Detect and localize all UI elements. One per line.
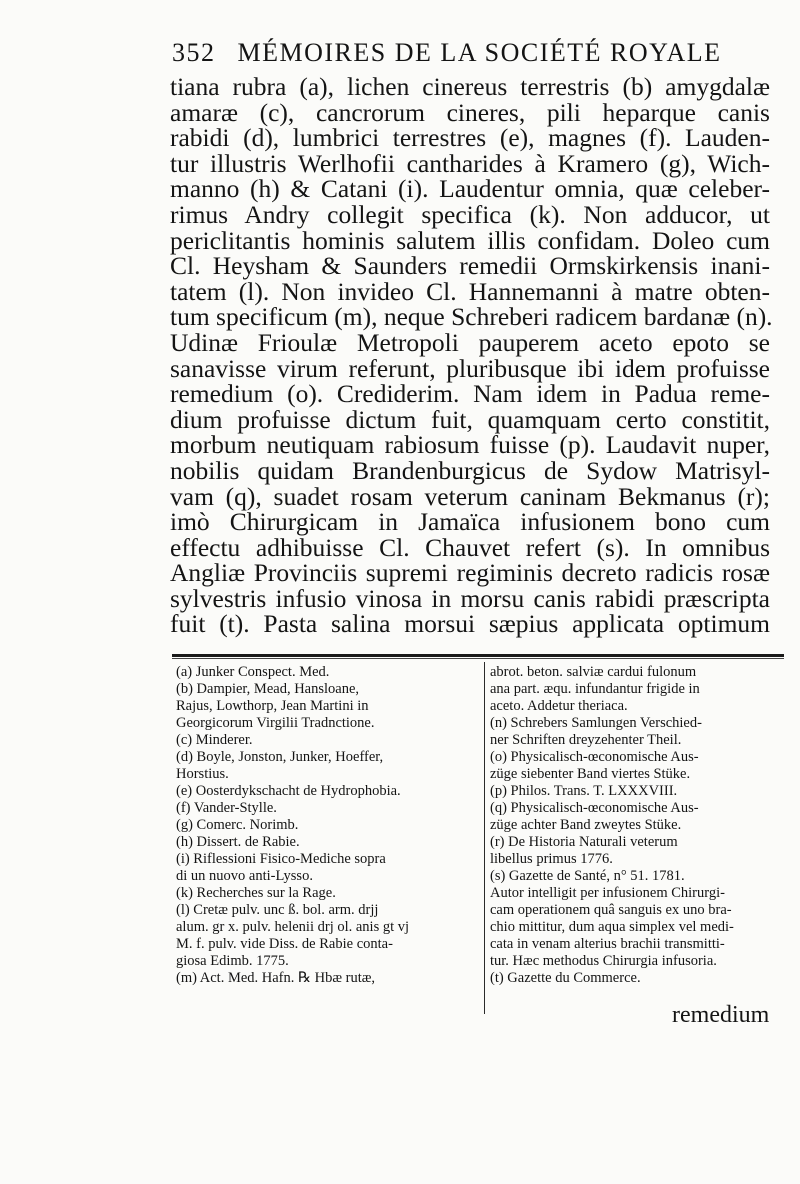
- running-header: [172, 38, 772, 68]
- footnote-line: züge siebenter Band viertes Stüke.: [490, 766, 691, 782]
- footnote-line: alum. gr x. pulv. helenii drj ol. anis gt vj: [176, 919, 410, 935]
- footnote-line: (t) Gazette du Commerce.: [490, 970, 641, 986]
- footnote-line: (p) Philos. Trans. T. LXXXVIII.: [490, 783, 678, 799]
- footnote-line: Autor intelligit per infusionem Chirurgi-: [490, 885, 725, 901]
- page-number: 352: [172, 38, 216, 67]
- footnote-line: (e) Oosterdykschacht de Hydrophobia.: [176, 783, 401, 799]
- footnotes-left-column: [176, 664, 476, 987]
- text-line: Udinæ Frioulæ Metropoli pauperem aceto epoto se: [170, 327, 770, 357]
- footnote-line: (s) Gazette de Santé, n° 51. 1781.: [490, 868, 685, 884]
- footnote-line: (i) Riflessioni Fisico-Mediche sopra: [176, 851, 386, 867]
- footnote-line: (b) Dampier, Mead, Hansloane,: [176, 681, 360, 697]
- footnote-line: aceto. Addetur theriaca.: [490, 698, 628, 714]
- footnote-line: züge achter Band zweytes Stüke.: [490, 817, 682, 833]
- text-line: imò Chirurgicam in Jamaïca infusionem bono cum: [170, 507, 770, 537]
- footnote-rule: [172, 654, 784, 657]
- text-line: dium profuisse dictum fuit, quamquam certo constitit,: [170, 404, 770, 434]
- text-line: tatem (l). Non invideo Cl. Hannemanni à matre obten-: [170, 276, 770, 306]
- catchword: remedium: [672, 1002, 770, 1028]
- text-line: sanavisse virum referunt, pluribusque ibi idem profuisse: [170, 353, 770, 383]
- footnote-line: M. f. pulv. vide Diss. de Rabie conta-: [176, 936, 393, 952]
- footnote-line: chio mittitur, dum aqua simplex vel medi-: [490, 919, 734, 935]
- footnote-line: (l) Cretæ pulv. unc ß. bol. arm. drjj: [176, 902, 379, 918]
- text-line: Cl. Heysham & Saunders remedii Ormskirkensis inani-: [170, 251, 770, 281]
- footnote-line: Rajus, Lowthorp, Jean Martini in: [176, 698, 369, 714]
- text-line: manno (h) & Catani (i). Laudentur omnia, quæ celeber-: [170, 174, 770, 204]
- footnote-line: (m) Act. Med. Hafn. ℞ Hbæ rutæ,: [176, 970, 376, 986]
- footnote-line: (f) Vander-Stylle.: [176, 800, 277, 816]
- footnote-line: abrot. beton. salviæ cardui fulonum: [490, 664, 697, 680]
- footnote-line: (c) Minderer.: [176, 732, 253, 748]
- footnote-line: ana part. æqu. infundantur frigide in: [490, 681, 700, 697]
- text-line: tur illustris Werlhofii cantharides à Kramero (g), Wich-: [170, 148, 770, 178]
- main-text: [170, 72, 773, 639]
- footnote-line: cam operationem quâ sanguis ex uno bra-: [490, 902, 732, 918]
- footnote-line: (d) Boyle, Jonston, Junker, Hoeffer,: [176, 749, 384, 765]
- footnote-line: (r) De Historia Naturali veterum: [490, 834, 678, 850]
- footnote-line: ner Schriften dreyzehenter Theil.: [490, 732, 682, 748]
- text-line: periclitantis hominis salutem illis confidam. Doleo cum: [170, 225, 770, 255]
- footnote-line: di un nuovo anti-Lysso.: [176, 868, 313, 884]
- text-line: rabidi (d), lumbrici terrestres (e), magnes (f). Lauden-: [170, 123, 770, 153]
- text-line: nobilis quidam Brandenburgicus de Sydow Matrisyl-: [170, 455, 770, 485]
- text-line: vam (q), suadet rosam veterum caninam Bekmanus (r);: [170, 481, 770, 511]
- footnote-rule-thin: [172, 658, 784, 659]
- running-title: MÉMOIRES DE LA SOCIÉTÉ ROYALE: [237, 38, 722, 67]
- footnote-line: cata in venam alterius brachii transmitti-: [490, 936, 725, 952]
- footnote-line: (o) Physicalisch-œconomische Aus-: [490, 749, 699, 765]
- footnote-line: (n) Schrebers Samlungen Verschied-: [490, 715, 702, 731]
- text-line: tiana rubra (a), lichen cinereus terrestris (b) amygdalæ: [170, 72, 770, 101]
- text-line: sylvestris infusio vinosa in morsu canis rabidi præscripta: [170, 583, 770, 613]
- footnote-line: libellus primus 1776.: [490, 851, 613, 867]
- footnote-line: Horstius.: [176, 766, 229, 782]
- text-line: effectu adhibuisse Cl. Chauvet refert (s). In omnibus: [170, 532, 770, 562]
- footnote-column-divider: [484, 662, 485, 1014]
- footnote-line: tur. Hæc methodus Chirurgia infusoria.: [490, 953, 717, 969]
- text-line: amaræ (c), cancrorum cineres, pili heparque canis: [170, 97, 770, 127]
- footnotes-right-column: [490, 664, 780, 987]
- footnote-line: (q) Physicalisch-œconomische Aus-: [490, 800, 699, 816]
- footnote-line: (k) Recherches sur la Rage.: [176, 885, 336, 901]
- footnote-line: (h) Dissert. de Rabie.: [176, 834, 300, 850]
- text-line: morbum neutiquam rabiosum fuisse (p). Laudavit nuper,: [170, 430, 770, 460]
- footnote-line: Georgicorum Virgilii Tradnctione.: [176, 715, 375, 731]
- text-line: rimus Andry collegit specifica (k). Non adducor, ut: [170, 199, 770, 229]
- text-line: Angliæ Provinciis supremi regiminis decreto radicis rosæ: [170, 558, 770, 588]
- text-line: tum specificum (m), neque Schreberi radicem bardanæ (n).: [170, 302, 773, 332]
- text-line: remedium (o). Crediderim. Nam idem in Padua reme-: [170, 379, 770, 409]
- footnote-line: giosa Edimb. 1775.: [176, 953, 289, 969]
- text-line: fuit (t). Pasta salina morsui sæpius applicata optimum: [170, 609, 770, 639]
- footnote-line: (a) Junker Conspect. Med.: [176, 664, 330, 680]
- footnote-line: (g) Comerc. Norimb.: [176, 817, 299, 833]
